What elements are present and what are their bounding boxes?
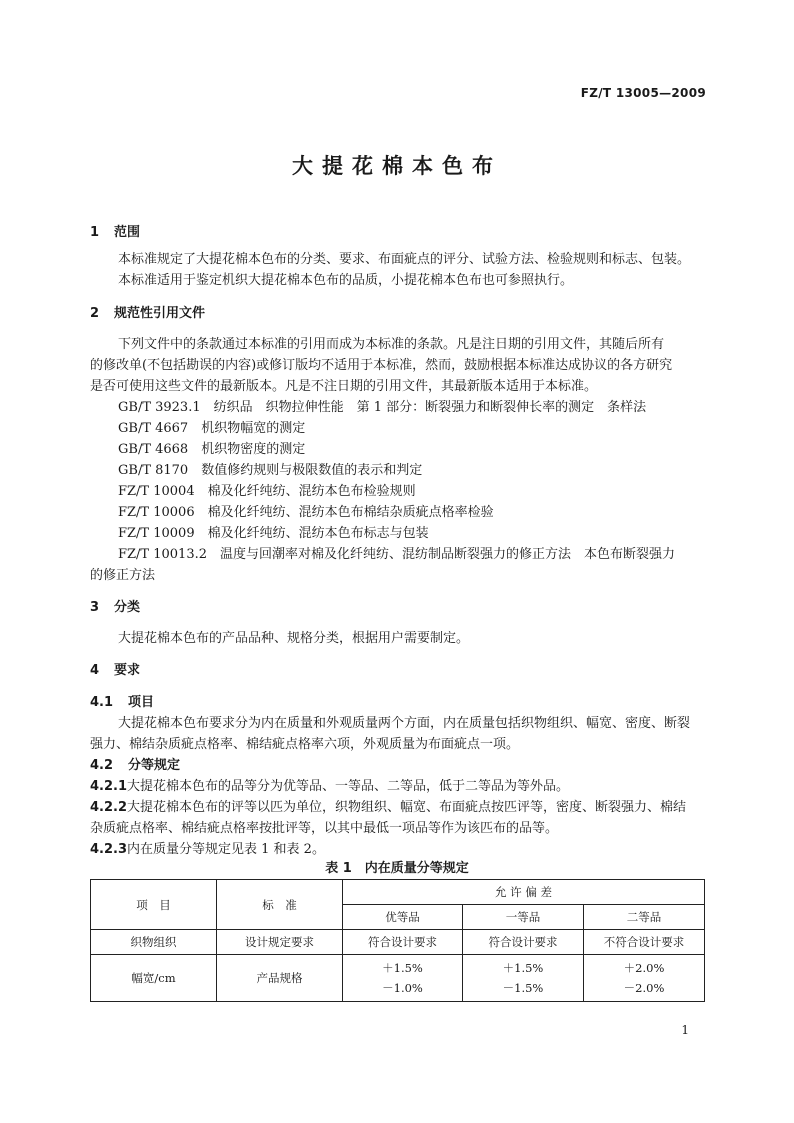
section-number: 2 bbox=[90, 306, 100, 321]
clause-4-2-1 bbox=[90, 775, 569, 794]
header-grade-premium: 优等品 bbox=[343, 905, 463, 930]
quality-grading-table bbox=[90, 879, 705, 1002]
section-title: 范围 bbox=[114, 225, 141, 240]
paragraph-line: 本标准适用于鉴定机织大提花棉本色布的品质，小提花棉本色布也可参照执行。 bbox=[118, 273, 574, 288]
header-grade-first: 一等品 bbox=[463, 905, 584, 930]
header-tolerance: 允 许 偏 差 bbox=[343, 880, 705, 905]
section-title: 规范性引用文件 bbox=[114, 306, 206, 321]
cell-value: 符合设计要求 bbox=[343, 930, 463, 955]
clause-text: 大提花棉本色布的评等以匹为单位，织物组织、幅宽、布面疵点按匹评等，密度、断裂强力、棉结 bbox=[127, 800, 687, 815]
subsection-number: 4.2 bbox=[90, 758, 114, 773]
reference-item: GB/T 4667 机织物幅宽的测定 bbox=[118, 421, 306, 436]
section-1-heading bbox=[90, 221, 140, 240]
section-number: 3 bbox=[90, 600, 100, 615]
paragraph-line: 大提花棉本色布的产品品种、规格分类，根据用户需要制定。 bbox=[118, 631, 470, 646]
reference-item: GB/T 8170 数值修约规则与极限数值的表示和判定 bbox=[118, 463, 423, 478]
clause-4-2-2 bbox=[90, 796, 686, 815]
section-2-heading bbox=[90, 302, 205, 321]
clause-4-2-3 bbox=[90, 838, 325, 857]
clause-number: 4.2.2 bbox=[90, 800, 128, 815]
section-title: 要求 bbox=[114, 663, 141, 678]
table-row bbox=[91, 955, 705, 1002]
section-number: 4 bbox=[90, 663, 100, 678]
section-title: 分类 bbox=[114, 600, 141, 615]
header-item: 项 目 bbox=[91, 880, 217, 930]
subsection-number: 4.1 bbox=[90, 695, 114, 710]
header-grade-second: 二等品 bbox=[584, 905, 705, 930]
paragraph-line: 的修改单(不包括勘误的内容)或修订版均不适用于本标准，然而，鼓励根据本标准达成协议的各方研究 bbox=[90, 358, 673, 373]
upper-tolerance: ＋2.0% bbox=[623, 961, 665, 975]
clause-text: 大提花棉本色布的品等分为优等品、一等品、二等品，低于二等品为等外品。 bbox=[127, 779, 570, 794]
paragraph-line: 下列文件中的条款通过本标准的引用而成为本标准的条款。凡是注日期的引用文件，其随后所有 bbox=[118, 337, 665, 352]
section-4-heading bbox=[90, 659, 140, 678]
cell-standard: 产品规格 bbox=[217, 955, 343, 1002]
page-number: 1 bbox=[681, 1023, 689, 1037]
paragraph-line: 本标准规定了大提花棉本色布的分类、要求、布面疵点的评分、试验方法、检验规则和标志、包装。 bbox=[118, 252, 691, 267]
clause-text: 内在质量分等规定见表 1 和表 2。 bbox=[127, 842, 325, 857]
section-number: 1 bbox=[90, 225, 100, 240]
cell-standard: 设计规定要求 bbox=[217, 930, 343, 955]
reference-item: GB/T 4668 机织物密度的测定 bbox=[118, 442, 306, 457]
header-standard: 标 准 bbox=[217, 880, 343, 930]
cell-value-pair bbox=[343, 955, 463, 1002]
table-caption: 表 1 内在质量分等规定 bbox=[325, 861, 469, 876]
clause-number: 4.2.3 bbox=[90, 842, 128, 857]
subsection-title: 分等规定 bbox=[128, 758, 181, 773]
lower-tolerance: －1.5% bbox=[502, 981, 544, 995]
paragraph-line: 大提花棉本色布要求分为内在质量和外观质量两个方面，内在质量包括织物组织、幅宽、密度、断裂 bbox=[118, 716, 691, 731]
subsection-title: 项目 bbox=[128, 695, 155, 710]
cell-value: 不符合设计要求 bbox=[584, 930, 705, 955]
table-row bbox=[91, 930, 705, 955]
clause-4-2-2-continued: 杂质疵点格率、棉结疵点格率按批评等，以其中最低一项品等作为该匹布的品等。 bbox=[90, 821, 559, 836]
reference-item: FZ/T 10006 棉及化纤纯纺、混纺本色布棉结杂质疵点格率检验 bbox=[118, 505, 494, 520]
reference-item: FZ/T 10009 棉及化纤纯纺、混纺本色布标志与包装 bbox=[118, 526, 429, 541]
cell-item: 幅宽/cm bbox=[91, 955, 217, 1002]
cell-item: 织物组织 bbox=[91, 930, 217, 955]
paragraph-line: 强力、棉结杂质疵点格率、棉结疵点格率六项，外观质量为布面疵点一项。 bbox=[90, 737, 520, 752]
reference-item-continued: 的修正方法 bbox=[90, 568, 156, 583]
cell-value-pair bbox=[584, 955, 705, 1002]
upper-tolerance: ＋1.5% bbox=[382, 961, 423, 975]
paragraph-line: 是否可使用这些文件的最新版本。凡是不注日期的引用文件，其最新版本适用于本标准。 bbox=[90, 379, 598, 394]
reference-item: FZ/T 10004 棉及化纤纯纺、混纺本色布检验规则 bbox=[118, 484, 416, 499]
lower-tolerance: －2.0% bbox=[623, 981, 665, 995]
standard-number: FZ/T 13005—2009 bbox=[580, 86, 706, 100]
upper-tolerance: ＋1.5% bbox=[502, 961, 544, 975]
subsection-4-1-heading bbox=[90, 691, 154, 710]
clause-number: 4.2.1 bbox=[90, 779, 128, 794]
cell-value: 符合设计要求 bbox=[463, 930, 584, 955]
subsection-4-2-heading bbox=[90, 754, 180, 773]
reference-item: GB/T 3923.1 纺织品 织物拉伸性能 第 1 部分：断裂强力和断裂伸长率的测定 条样法 bbox=[118, 400, 647, 415]
section-3-heading bbox=[90, 596, 140, 615]
document-title: 大提花棉本色布 bbox=[292, 154, 502, 178]
cell-value-pair bbox=[463, 955, 584, 1002]
lower-tolerance: －1.0% bbox=[382, 981, 423, 995]
reference-item: FZ/T 10013.2 温度与回潮率对棉及化纤纯纺、混纺制品断裂强力的修正方法 本色布断裂强力 bbox=[118, 547, 675, 562]
